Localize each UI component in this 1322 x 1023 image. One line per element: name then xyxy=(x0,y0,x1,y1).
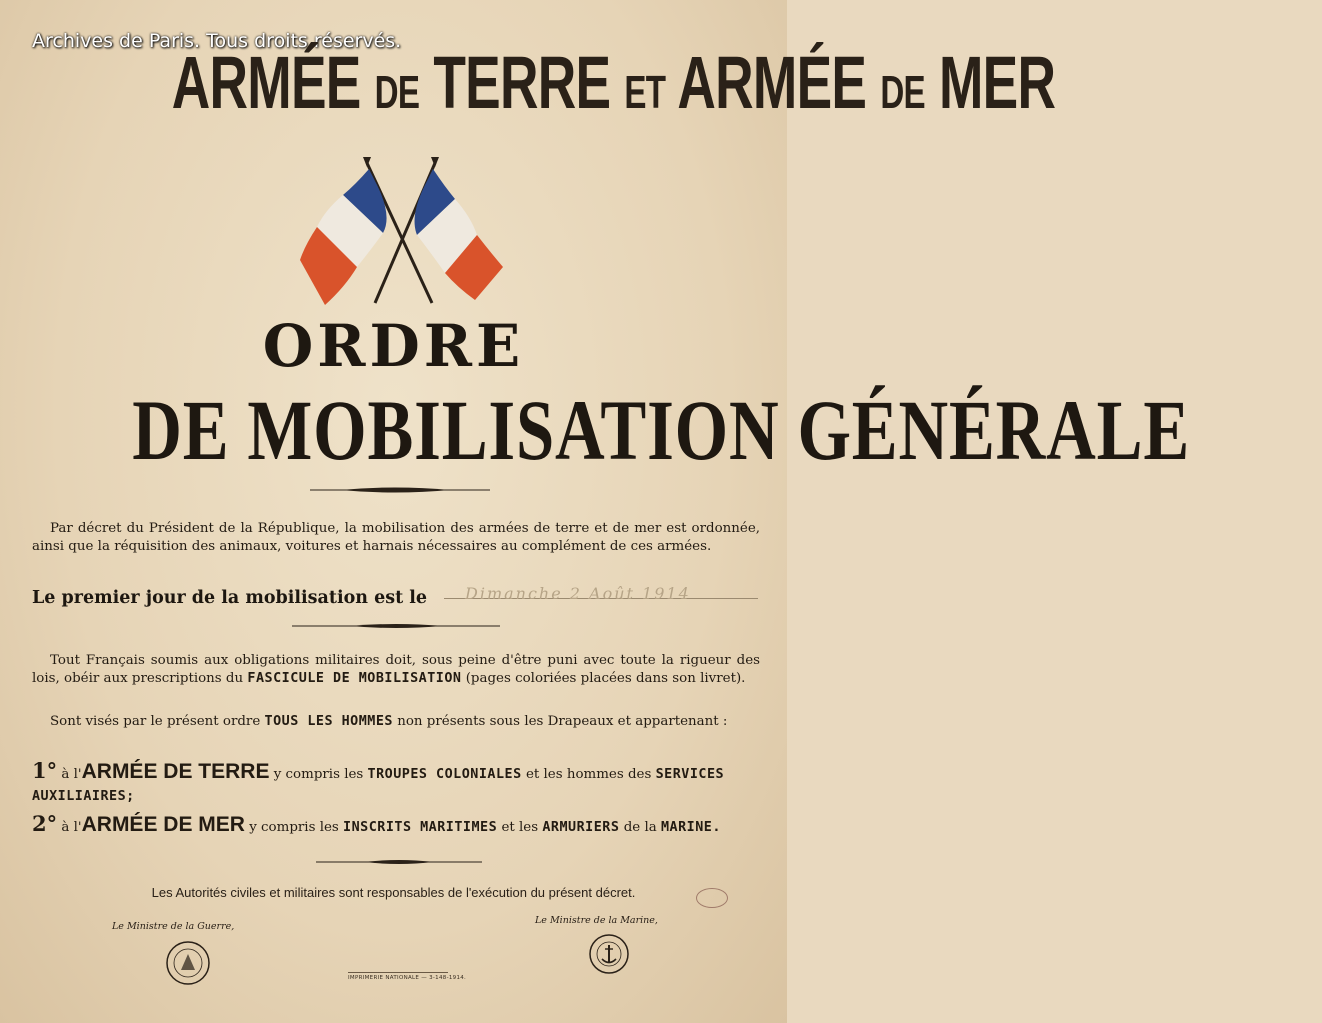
mobilisation-title-text: DE MOBILISATION GÉNÉRALE xyxy=(132,382,1191,478)
concerned-paragraph xyxy=(32,713,760,731)
ornamental-rule xyxy=(0,484,787,496)
item-2-army: ARMÉE DE MER xyxy=(81,813,245,836)
item-2-text: y compris les xyxy=(249,820,339,835)
marine-anchor-seal-icon xyxy=(588,933,630,975)
item-2-emphasis-2: ARMURIERS xyxy=(542,820,620,835)
item-2-emphasis-1: INSCRITS MARITIMES xyxy=(343,820,498,835)
mobilisation-title xyxy=(0,380,1191,480)
item-2-text-3: de la xyxy=(623,820,657,835)
handwritten-date: Dimanche 2 Août 1914 xyxy=(465,584,691,603)
ordre-title: ORDRE xyxy=(262,312,525,380)
header-word-et: ET xyxy=(624,66,666,118)
item-2-emphasis-3: MARINE. xyxy=(660,820,721,835)
item-2-prefix: à l' xyxy=(61,820,82,835)
obligations-paragraph xyxy=(32,652,760,688)
decree-text: Par décret du Président de la République, la mobilisation des armées de terre et de mer est ordonnée, ainsi que la réquisition des animaux, voitures et harnais nécessaires au complément de ces armées. xyxy=(32,521,760,554)
header-word-mer: MER xyxy=(938,41,1056,124)
item-armee-de-mer xyxy=(32,813,760,839)
item-1-emphasis-2: SERVICES AUXILIAIRES; xyxy=(32,767,725,804)
item-1-army: ARMÉE DE TERRE xyxy=(81,760,270,783)
minister-marine: Le Ministre de la Marine, xyxy=(535,915,658,926)
header-word-de-2: DE xyxy=(880,66,925,118)
fascicule-emphasis: FASCICULE DE MOBILISATION xyxy=(247,671,462,686)
header-word-de: DE xyxy=(374,66,420,118)
header-word-armee-2: ARMÉE xyxy=(677,41,867,124)
imprimerie-nationale: IMPRIMERIE NATIONALE — 3-148-1914. xyxy=(348,972,448,981)
header-word-armee: ARMÉE xyxy=(171,41,361,124)
header-word-terre: TERRE xyxy=(433,41,611,124)
watermark: Archives de Paris. Tous droits réservés. xyxy=(32,30,402,52)
concerned-text-1: Sont visés par le présent ordre xyxy=(50,714,261,729)
item-armee-de-terre xyxy=(32,760,760,808)
item-1-number: 1° xyxy=(32,758,58,783)
item-1-text-2: et les hommes des xyxy=(525,767,652,782)
crossed-flags-icon xyxy=(295,155,510,310)
item-2-text-2: et les xyxy=(501,820,539,835)
obligations-text-2: (pages coloriées placées dans son livret). xyxy=(465,671,746,686)
concerned-text-2: non présents sous les Drapeaux et appartenant : xyxy=(397,714,728,729)
item-2-number: 2° xyxy=(32,811,58,836)
tous-les-hommes-emphasis: TOUS LES HOMMES xyxy=(264,714,393,729)
item-1-emphasis-1: TROUPES COLONIALES xyxy=(367,767,522,782)
minister-guerre: Le Ministre de la Guerre, xyxy=(112,921,235,932)
ornamental-rule-2 xyxy=(0,620,787,632)
item-1-text: y compris les xyxy=(273,767,364,782)
footer-text: Les Autorités civiles et militaires sont responsables de l'exécution du présent décret. xyxy=(151,885,636,900)
ornamental-rule-3 xyxy=(0,856,787,868)
decree-paragraph xyxy=(32,520,760,556)
guerre-seal-icon xyxy=(165,940,211,986)
header-title xyxy=(0,40,1056,125)
obligations-text-1: Tout Français soumis aux obligations militaires doit, sous peine d'être puni avec toute la rigueur des lois, obéir aux prescriptions du xyxy=(32,653,760,686)
first-day-label: Le premier jour de la mobilisation est le xyxy=(32,588,428,608)
archive-stamp-icon xyxy=(696,888,728,908)
item-1-prefix: à l' xyxy=(61,767,82,782)
